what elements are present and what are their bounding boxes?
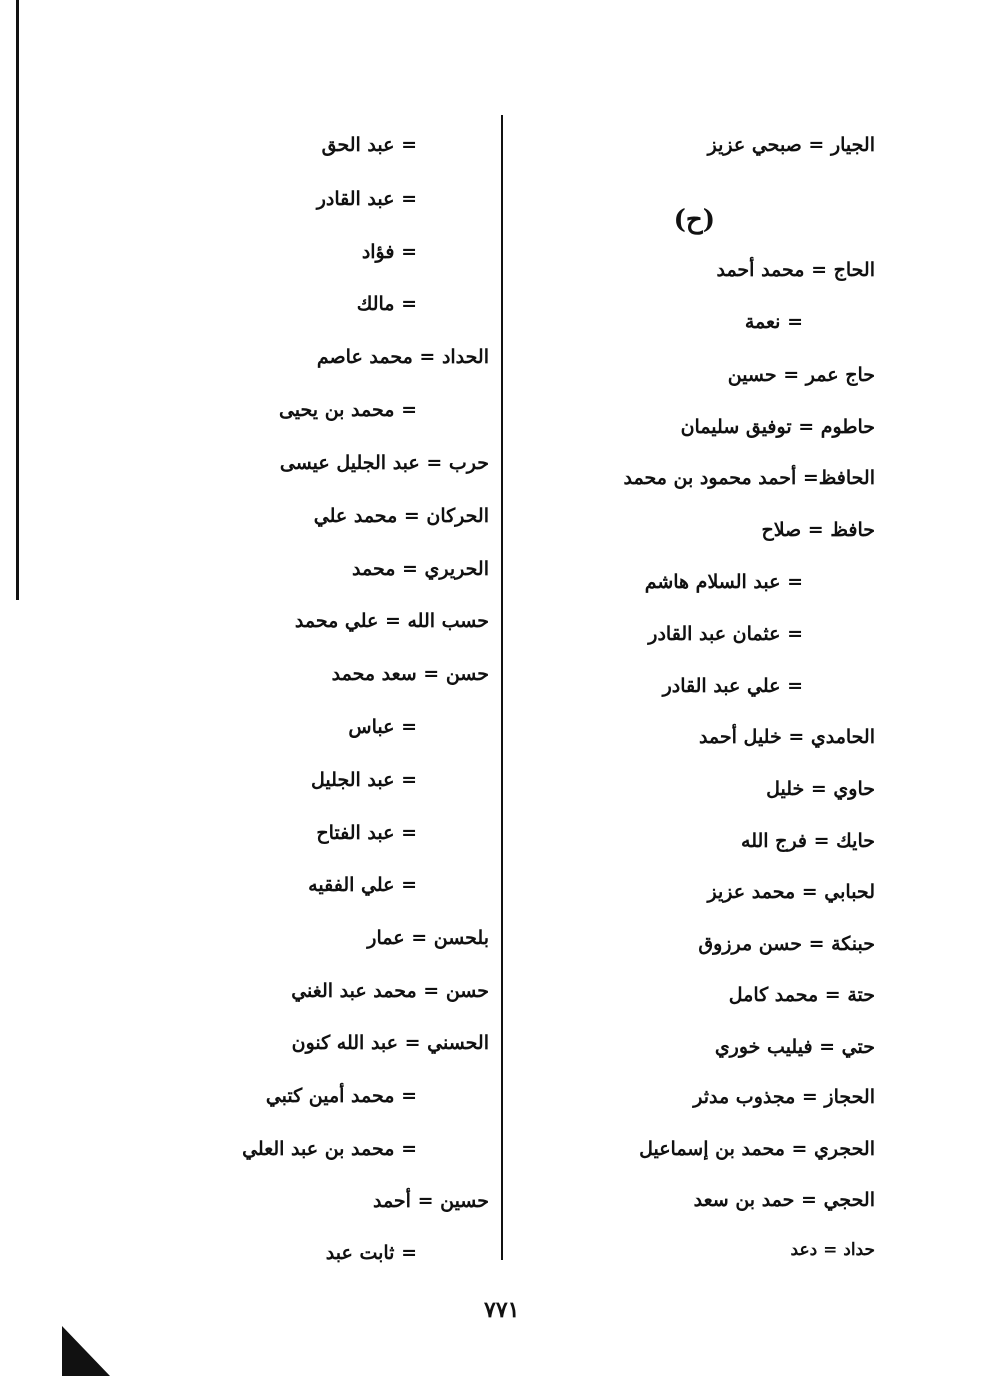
index-entry: الحجاز = مجذوب مدثر <box>693 1086 875 1108</box>
index-entry: الحجري = محمد بن إسماعيل <box>639 1138 875 1160</box>
index-entry: الحريري = محمد <box>351 558 489 580</box>
index-entry: = مالك <box>356 293 417 315</box>
index-entry: حسن = محمد عبد الغني <box>291 980 489 1002</box>
index-entry: حرب = عبد الجليل عيسى <box>279 452 489 474</box>
index-entry: = عثمان عبد القادر <box>648 623 803 645</box>
index-entry: الحامدي = خليل أحمد <box>698 726 875 748</box>
index-entry: الحسني = عبد الله كنون <box>291 1032 489 1054</box>
index-entry: = عبد الفتاح <box>316 822 417 844</box>
index-entry: حافظ = صلاح <box>761 519 875 541</box>
section-letter-heading: (ح) <box>673 205 715 235</box>
index-entry: حتي = فيليب خوري <box>714 1036 875 1058</box>
corner-triangle-mark <box>62 1326 110 1376</box>
index-entry: الحداد = محمد عاصم <box>316 346 489 368</box>
index-entry: حايك = فرج الله <box>741 830 875 852</box>
column-divider <box>501 115 503 1260</box>
index-entry: حبنكة = حسن مرزوق <box>698 933 875 955</box>
index-entry: = علي الفقيه <box>308 874 417 896</box>
index-entry: = نعمة <box>744 311 803 333</box>
index-entry: = محمد بن عبد العلي <box>242 1138 417 1160</box>
index-entry: = عبد القادر <box>316 188 417 210</box>
index-entry: الحجي = حمد بن سعد <box>693 1189 875 1211</box>
index-entry: حداد = دعد <box>790 1240 875 1260</box>
index-entry: حاطوم = توفيق سليمان <box>680 416 875 438</box>
index-entry: = عبد الجليل <box>311 769 417 791</box>
index-entry: = فؤاد <box>361 241 417 263</box>
index-entry: الحافظ= أحمد محمود بن محمد <box>623 467 875 489</box>
index-entry: حاج عمر = حسين <box>727 364 875 386</box>
index-entry: الحركان = محمد علي <box>313 505 489 527</box>
index-entry: حتة = محمد كامل <box>728 984 875 1006</box>
index-entry: الحاج = محمد أحمد <box>716 259 875 281</box>
index-entry: لحبابي = محمد عزيز <box>707 881 875 903</box>
index-entry: = محمد أمين كتبي <box>265 1085 417 1107</box>
index-entry: = عبد السلام هاشم <box>644 571 803 593</box>
index-entry: الجيار = صبحي عزيز <box>707 134 875 156</box>
index-entry: حسين = أحمد <box>372 1190 489 1212</box>
index-entry: حسب الله = علي محمد <box>294 610 489 632</box>
index-entry: = ثابت عبد <box>325 1242 417 1264</box>
index-entry: حاوي = خليل <box>766 778 875 800</box>
scan-margin-line <box>16 0 19 600</box>
index-entry: = علي عبد القادر <box>662 675 803 697</box>
index-entry: حسن = سعد محمد <box>331 663 489 685</box>
page-number: ٧٧١ <box>484 1297 520 1323</box>
index-entry: = عباس <box>348 716 417 738</box>
index-entry: = عبد الحق <box>321 134 417 156</box>
index-entry: بلحسن = عمار <box>367 927 489 949</box>
index-entry: = محمد بن يحيى <box>278 399 417 421</box>
